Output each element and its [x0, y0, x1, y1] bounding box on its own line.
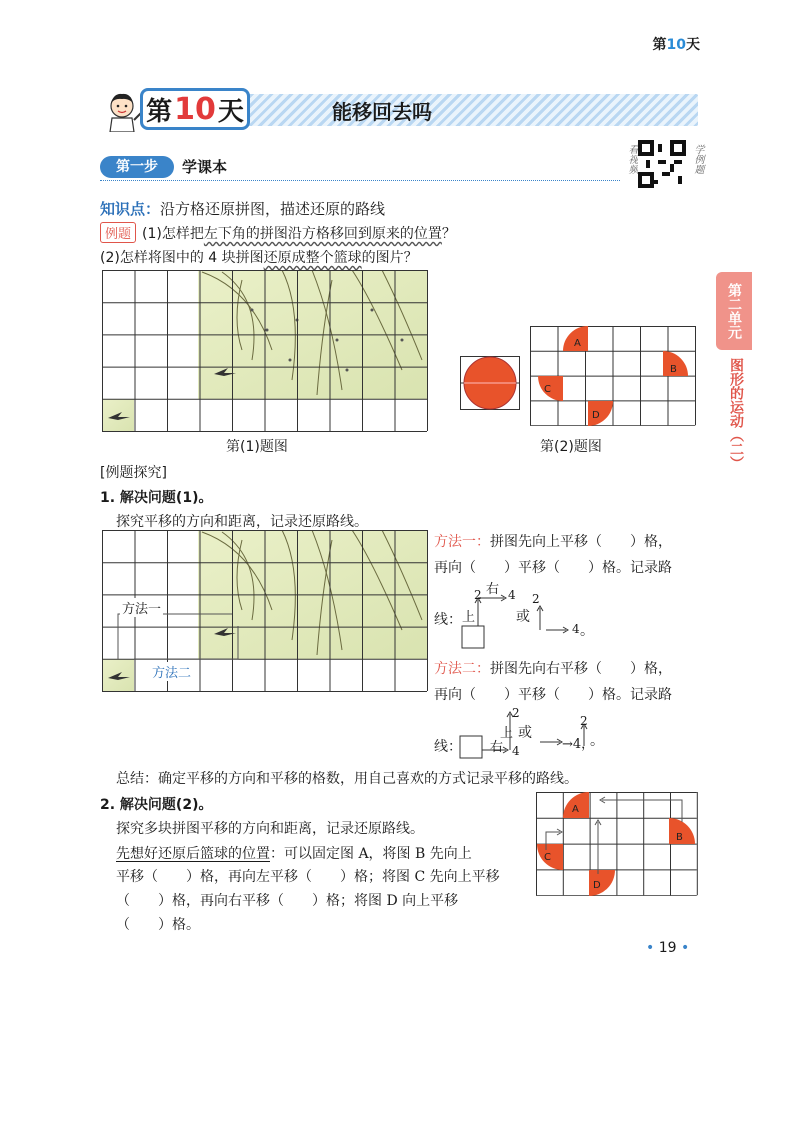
method2-line3: 线：: [434, 739, 462, 755]
step-title: 学课本: [182, 158, 228, 176]
route2-arrow4: →4，: [562, 737, 595, 752]
day-banner: [100, 88, 698, 132]
piece-c: [538, 376, 563, 401]
qr-caption-left: 看视频: [626, 144, 637, 174]
summary: 总结：确定平移的方向和平移的格数，用自己喜欢的方式记录平移的路线。: [116, 771, 578, 787]
example-q1: 例题 (1)怎样把左下角的拼图沿方格移回到原来的位置？: [100, 222, 456, 243]
unit-topic: 图形的运动（二）: [728, 358, 744, 470]
explore-title: [例题探究]: [100, 465, 167, 481]
route1-num4b: 4: [572, 622, 580, 636]
piece-b: [663, 351, 688, 376]
svg-text:B: B: [676, 832, 683, 843]
part2-title: 2. 解决问题(2)。: [100, 797, 213, 813]
route1-up: 上: [462, 610, 476, 625]
method2-line2: 再向（ ）平移（ ）格。记录路: [434, 687, 672, 703]
example-tag: 例题: [100, 222, 136, 243]
route1-or: 或: [516, 609, 530, 625]
part1-intro: 探究平移的方向和距离，记录还原路线。: [116, 514, 368, 530]
svg-text:A: A: [572, 804, 579, 815]
figure-1-grid: [102, 270, 428, 432]
route1-right: 右: [486, 582, 500, 597]
svg-text:D: D: [593, 880, 601, 891]
day-header: 第10天: [652, 37, 700, 53]
unit-label: 第二单元: [716, 272, 752, 350]
svg-text:C: C: [544, 384, 551, 395]
boy-mascot-icon: [100, 88, 144, 132]
route2-end: 。: [590, 733, 604, 749]
method1-label: 方法一: [120, 598, 163, 617]
piece-c: [537, 844, 563, 870]
route2-right: 右: [490, 740, 504, 755]
part2-line3: （ ）格，再向右平移（ ）格；将图 D 向上平移: [116, 893, 459, 909]
route2-num4: 4: [512, 744, 520, 758]
banner-stripe: [240, 94, 698, 126]
dot-icon: •: [646, 940, 655, 956]
method2-label: 方法二: [150, 662, 193, 681]
part2-line2: 平移（ ）格，再向左平移（ ）格；将图 C 先向上平移: [116, 869, 500, 885]
example-q2: (2)怎样将图中的 4 块拼图还原成整个篮球的图片？: [100, 250, 418, 266]
piece-d: [589, 870, 615, 896]
step-divider: [100, 180, 620, 181]
route1-num2: 2: [474, 588, 482, 602]
route2-num2b: 2: [580, 714, 588, 728]
route2-or: 或: [518, 725, 532, 741]
svg-text:C: C: [544, 852, 551, 863]
route1-end: 。: [580, 623, 594, 639]
lesson-title: 能移回去吗: [332, 100, 432, 124]
part1-title: 1. 解决问题(1)。: [100, 490, 213, 506]
piece-a: [563, 792, 589, 818]
part2-intro: 探究多块拼图平移的方向和距离，记录还原路线。: [116, 821, 424, 837]
figure-2-grid: [530, 326, 696, 426]
knowledge-point: 知识点：沿方格还原拼图，描述还原的路线: [100, 200, 386, 218]
route2-num2: 2: [512, 706, 520, 720]
step-pill: 第一步: [100, 156, 174, 178]
svg-text:D: D: [592, 410, 600, 421]
piece-d: [588, 401, 613, 426]
piece-a: [563, 326, 588, 351]
method1-line3: 线：: [434, 612, 462, 628]
basketball-figure: [460, 356, 520, 410]
unit-side-tab: [716, 272, 752, 488]
figure-2-label: 第(2)题图: [540, 439, 602, 455]
route1-num2b: 2: [532, 592, 540, 606]
dot-icon: •: [681, 940, 690, 956]
method1-line1: 方法一：拼图先向上平移（ ）格，: [434, 534, 672, 550]
part2-line4: （ ）格。: [116, 917, 200, 933]
svg-text:B: B: [670, 364, 677, 375]
qr-code-icon[interactable]: [638, 140, 686, 188]
svg-text:A: A: [574, 338, 581, 349]
figure-1-label: 第(1)题图: [226, 439, 288, 455]
method1-line2: 再向（ ）平移（ ）格。记录路: [434, 560, 672, 576]
page-number: • 19 •: [646, 940, 690, 956]
route1-num4: 4: [508, 588, 516, 602]
route2-up: 上: [500, 726, 514, 741]
figure-4-grid: [536, 792, 698, 896]
day-number-box: 第 10 天: [140, 88, 250, 130]
part2-line1: 先想好还原后篮球的位置：可以固定图 A，将图 B 先向上: [116, 846, 472, 862]
method2-line1: 方法二：拼图先向右平移（ ）格，: [434, 661, 672, 677]
qr-caption-right: 学例题: [692, 144, 703, 174]
